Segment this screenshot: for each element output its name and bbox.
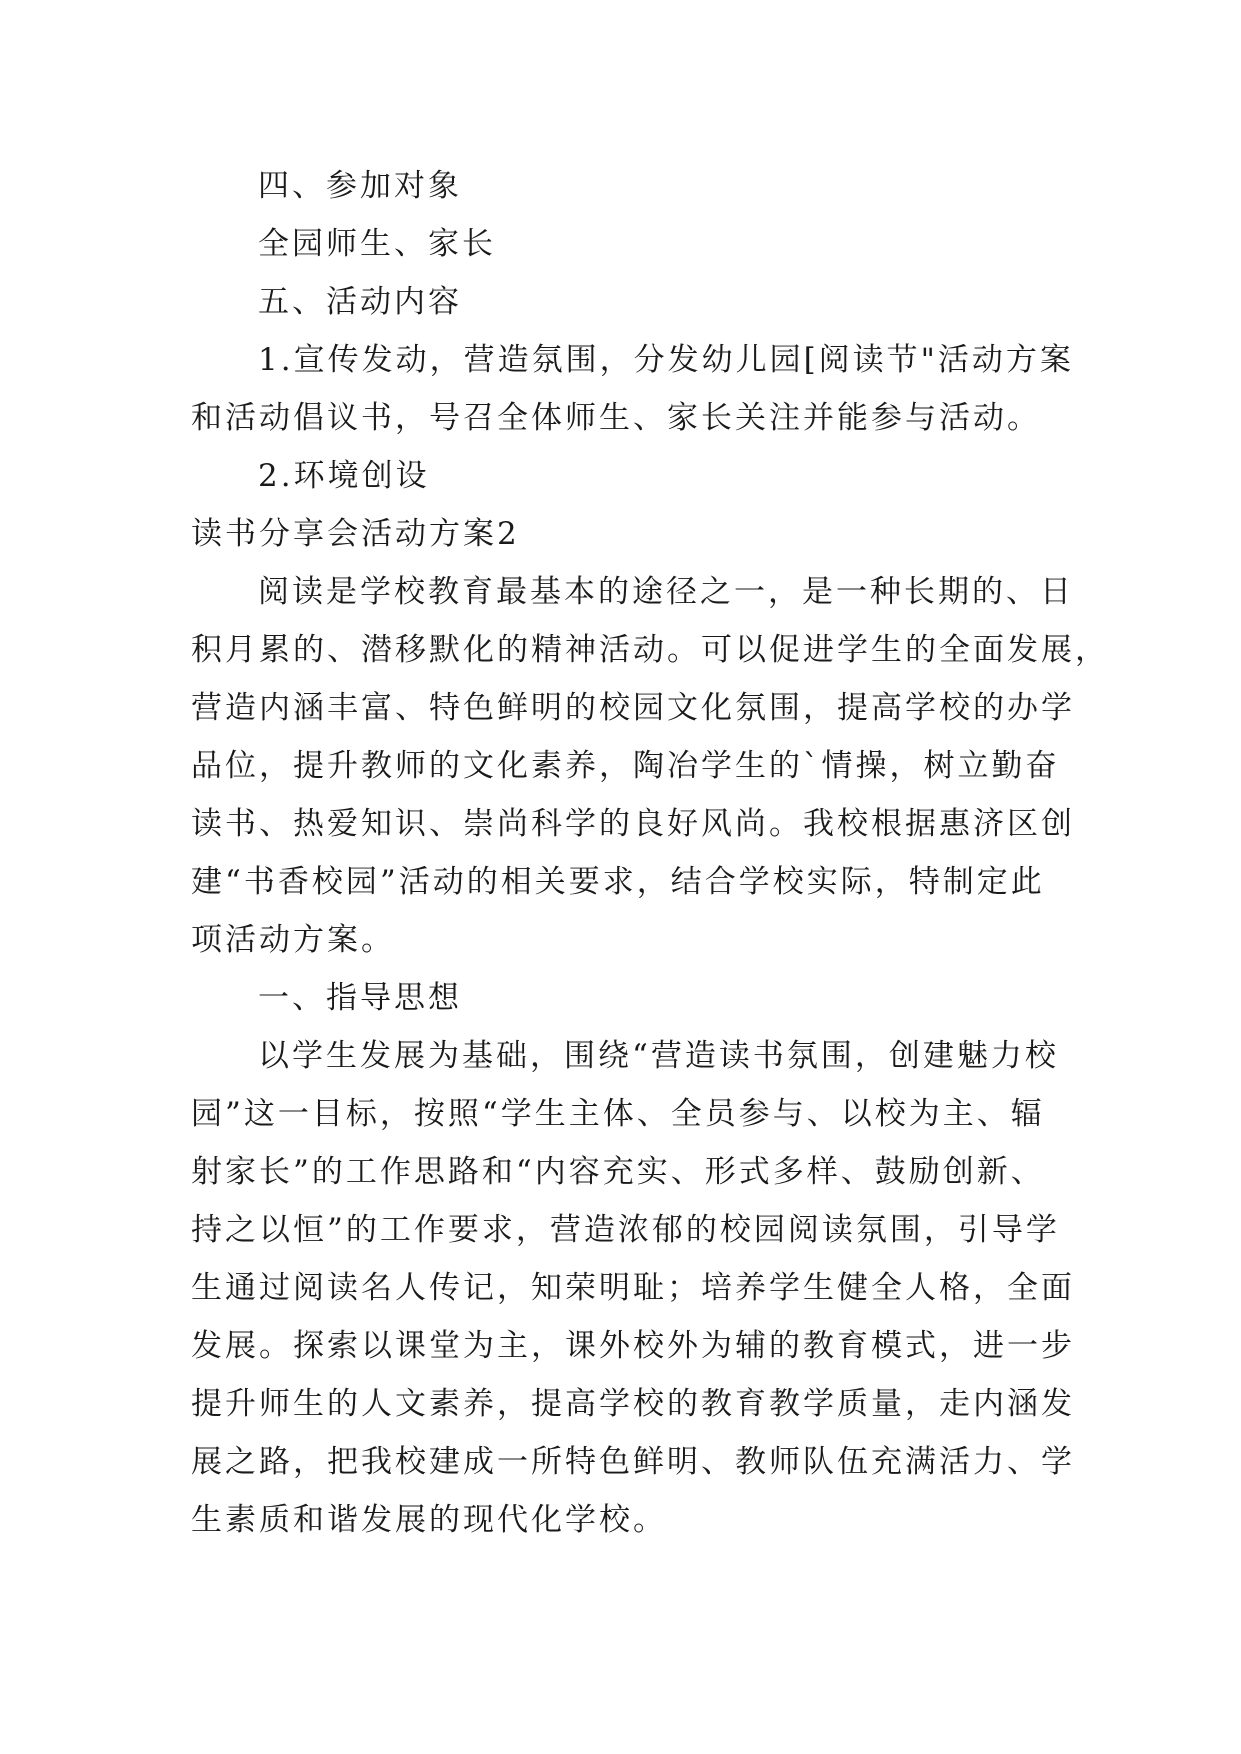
paragraph-line: 提升师生的人文素养，提高学校的教育教学质量，走内涵发 xyxy=(191,1386,1075,1422)
paragraph-line: 营造内涵丰富、特色鲜明的校园文化氛围，提高学校的办学 xyxy=(191,690,1075,726)
paragraph-line: 2.环境创设 xyxy=(258,458,430,494)
paragraph-line: 积月累的、潜移默化的精神活动。可以促进学生的全面发展， xyxy=(191,632,1109,668)
paragraph-line: 品位，提升教师的文化素养，陶冶学生的`情操，树立勤奋 xyxy=(191,748,1060,784)
paragraph-line: 读书、热爱知识、崇尚科学的良好风尚。我校根据惠济区创 xyxy=(191,806,1075,842)
paragraph-line: 园”这一目标，按照“学生主体、全员参与、以校为主、辐 xyxy=(191,1096,1045,1132)
paragraph-line: 阅读是学校教育最基本的途径之一，是一种长期的、日 xyxy=(258,574,1074,610)
paragraph-line: 展之路，把我校建成一所特色鲜明、教师队伍充满活力、学 xyxy=(191,1444,1075,1480)
paragraph-line: 发展。探索以课堂为主，课外校外为辅的教育模式，进一步 xyxy=(191,1328,1075,1364)
section-heading-activities: 五、活动内容 xyxy=(258,284,462,320)
paragraph-line: 项活动方案。 xyxy=(191,922,395,958)
paragraph-line: 建“书香校园”活动的相关要求，结合学校实际，特制定此 xyxy=(191,864,1045,900)
paragraph-line: 射家长”的工作思路和“内容充实、形式多样、鼓励创新、 xyxy=(191,1154,1045,1190)
paragraph-line: 生通过阅读名人传记，知荣明耻；培养学生健全人格，全面 xyxy=(191,1270,1075,1306)
paragraph-line: 以学生发展为基础，围绕“营造读书氛围，创建魅力校 xyxy=(258,1038,1059,1074)
paragraph-line: 生素质和谐发展的现代化学校。 xyxy=(191,1502,667,1538)
document-title: 读书分享会活动方案2 xyxy=(191,516,520,552)
paragraph-line: 持之以恒”的工作要求，营造浓郁的校园阅读氛围，引导学 xyxy=(191,1212,1060,1248)
paragraph-line: 全园师生、家长 xyxy=(258,226,496,262)
paragraph-line: 和活动倡议书，号召全体师生、家长关注并能参与活动。 xyxy=(191,400,1041,436)
paragraph-line: 1.宣传发动，营造氛围，分发幼儿园[阅读节"活动方案 xyxy=(258,342,1074,378)
section-heading-guiding-ideology: 一、指导思想 xyxy=(258,980,462,1016)
section-heading-participants: 四、参加对象 xyxy=(258,168,462,204)
